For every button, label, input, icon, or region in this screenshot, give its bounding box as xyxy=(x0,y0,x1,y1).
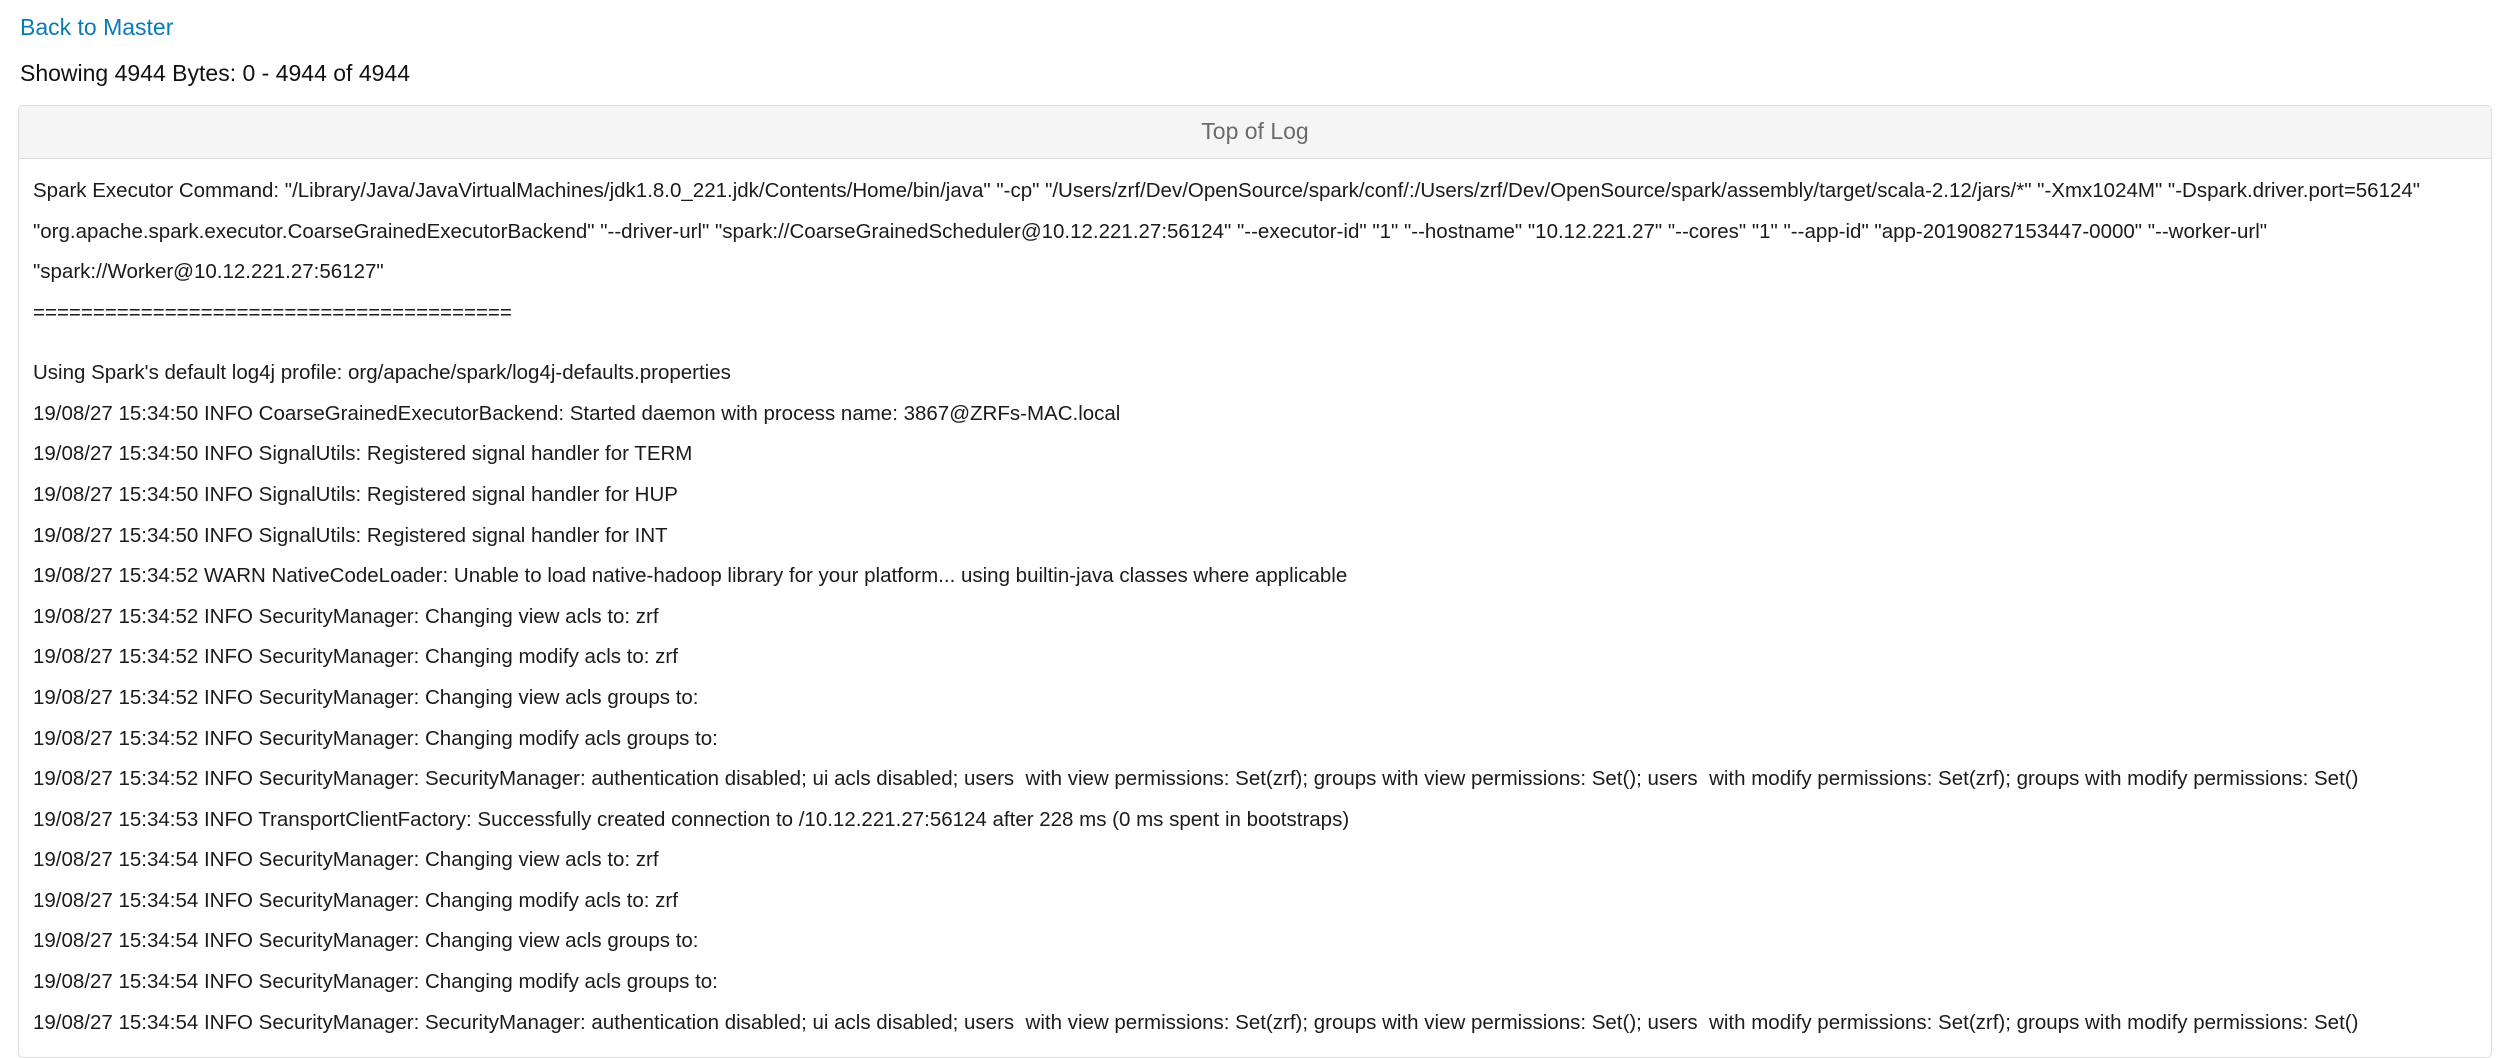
log-line: 19/08/27 15:34:54 INFO SecurityManager: Changing modify acls groups to: xyxy=(33,969,718,993)
log-line: 19/08/27 15:34:50 INFO SignalUtils: Registered signal handler for TERM xyxy=(33,442,693,466)
log-line: 19/08/27 15:34:50 INFO CoarseGrainedExecutorBackend: Started daemon with process name: 3867@ZRFs-MAC.local xyxy=(33,401,1121,425)
log-line: 19/08/27 15:34:50 INFO SignalUtils: Registered signal handler for INT xyxy=(33,523,668,547)
log-line: 19/08/27 15:34:52 INFO SecurityManager: Changing modify acls groups to: xyxy=(33,726,718,750)
log-line: 19/08/27 15:34:52 WARN NativeCodeLoader: Unable to load native-hadoop library for your platform... using builtin-java classes where applicable xyxy=(33,564,1348,588)
log-line: Spark Executor Command: "/Library/Java/JavaVirtualMachines/jdk1.8.0_221.jdk/Contents/Home/bin/java" "-cp" "/Users/zrf/Dev/OpenSource/spark/conf/:/Users/zrf/Dev/OpenSource/spark/assembly/target/scala-2.12/jars/*" "-Xmx1024M" "-Dspark.driver.port=56124" "org.apache.spark.executor.CoarseGrainedExecutorBackend" "--driver-url" "spark://CoarseGrainedScheduler@10.12.221.27:56124" "--executor-id" "1" "--hostname" "10.12.221.27" "--cores" "1" "--app-id" "app-20190827153447-0000" "--worker-url" "spark://Worker@10.12.221.27:56127" xyxy=(33,179,2426,284)
log-line: 19/08/27 15:34:52 INFO SecurityManager: SecurityManager: authentication disabled; ui acls disabled; users with view permissions: Set(zrf); groups with view permissions: Set(); users with modify permissions: Set(zrf); groups with modify permissions: Set() xyxy=(33,767,2359,791)
top-of-log-header[interactable]: Top of Log xyxy=(19,106,2491,159)
log-line: 19/08/27 15:34:54 INFO SecurityManager: SecurityManager: authentication disabled; ui acls disabled; users with view permissions: Set(zrf); groups with view permissions: Set(); users with modify permissions: Set(zrf); groups with modify permissions: Set() xyxy=(33,1010,2359,1034)
log-line xyxy=(33,333,2477,353)
log-line: 19/08/27 15:34:52 INFO SecurityManager: Changing view acls to: zrf xyxy=(33,604,659,628)
log-line: 19/08/27 15:34:53 INFO TransportClientFactory: Successfully created connection to /10.12.221.27:56124 after 228 ms (0 ms spent in bootstraps) xyxy=(33,807,1350,831)
log-line: Using Spark's default log4j profile: org/apache/spark/log4j-defaults.properties xyxy=(33,361,731,385)
log-content xyxy=(19,159,2491,1057)
log-line: 19/08/27 15:34:54 INFO SecurityManager: Changing modify acls to: zrf xyxy=(33,888,678,912)
showing-bytes-status: Showing 4944 Bytes: 0 - 4944 of 4944 xyxy=(20,60,411,86)
log-line: 19/08/27 15:34:52 INFO SecurityManager: Changing modify acls to: zrf xyxy=(33,645,678,669)
log-line: 19/08/27 15:34:54 INFO SecurityManager: Changing view acls to: zrf xyxy=(33,848,659,872)
back-to-master-link[interactable]: Back to Master xyxy=(20,14,174,40)
log-line: 19/08/27 15:34:52 INFO SecurityManager: Changing view acls groups to: xyxy=(33,685,699,709)
log-panel xyxy=(18,105,2492,1058)
log-line: 19/08/27 15:34:54 INFO SecurityManager: Changing view acls groups to: xyxy=(33,929,699,953)
log-line: 19/08/27 15:34:50 INFO SignalUtils: Registered signal handler for HUP xyxy=(33,483,678,507)
log-line: ======================================== xyxy=(33,300,512,324)
